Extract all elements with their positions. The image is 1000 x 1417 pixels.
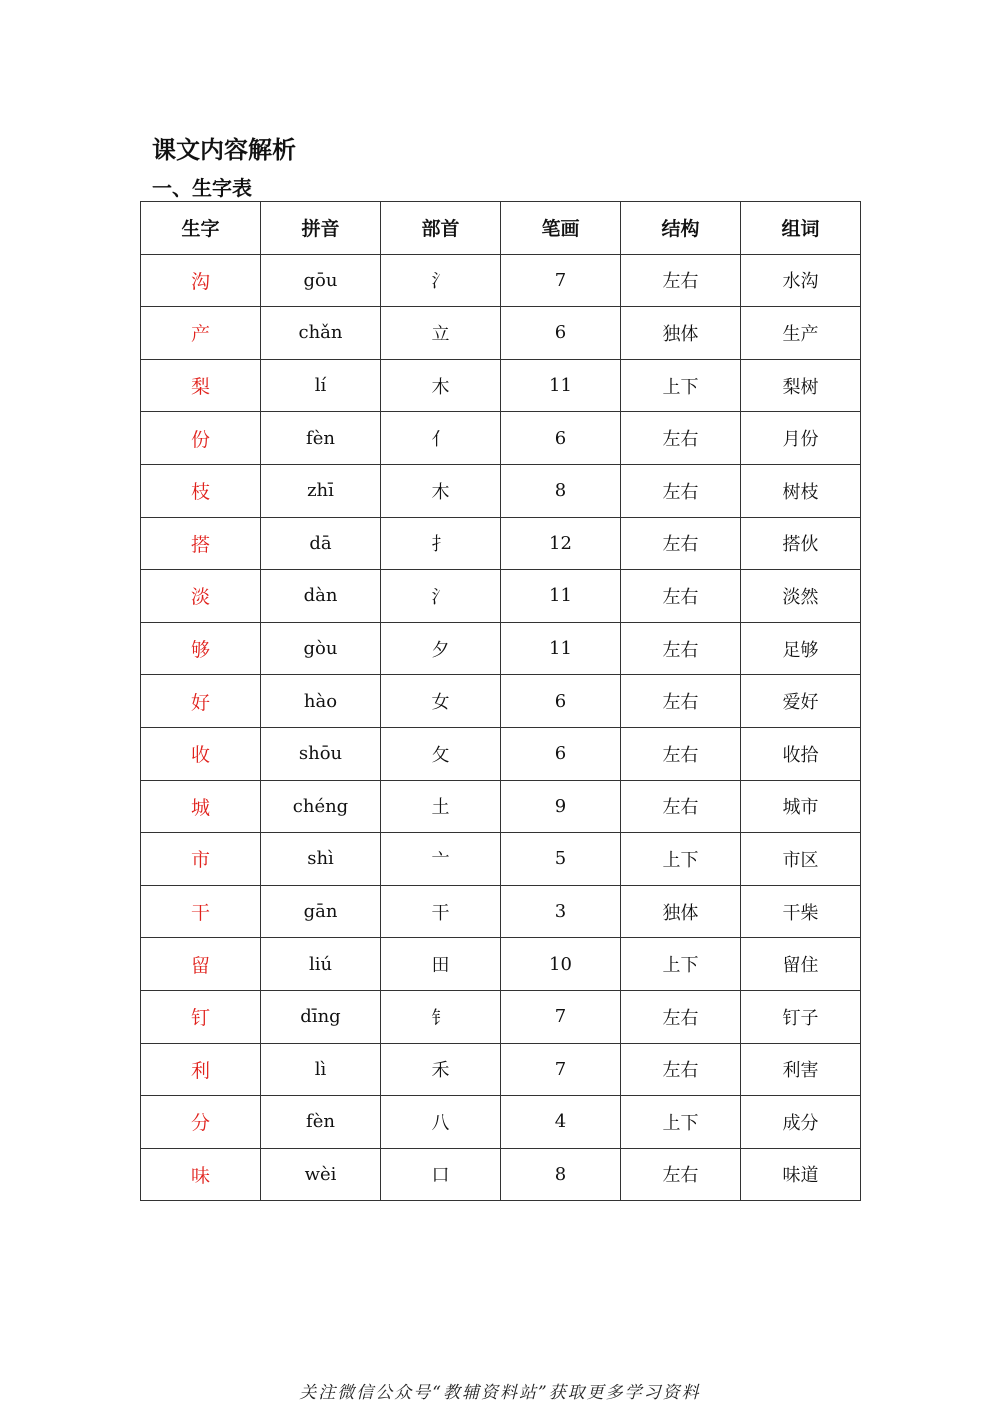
cell-character: 淡 xyxy=(141,570,261,623)
cell-structure: 左右 xyxy=(621,780,741,833)
cell-word: 搭伙 xyxy=(741,517,861,570)
cell-pinyin: zhī xyxy=(261,464,381,517)
cell-character: 利 xyxy=(141,1043,261,1096)
cell-pinyin: shì xyxy=(261,833,381,886)
cell-structure: 左右 xyxy=(621,622,741,675)
table-row xyxy=(141,464,861,517)
cell-pinyin: chéng xyxy=(261,780,381,833)
table-row xyxy=(141,675,861,728)
cell-strokes: 3 xyxy=(501,885,621,938)
cell-radical: 亠 xyxy=(381,833,501,886)
cell-pinyin: gān xyxy=(261,885,381,938)
cell-pinyin: lí xyxy=(261,359,381,412)
cell-strokes: 11 xyxy=(501,570,621,623)
cell-pinyin: liú xyxy=(261,938,381,991)
cell-pinyin: chǎn xyxy=(261,307,381,360)
table-row xyxy=(141,780,861,833)
page-title: 课文内容解析 xyxy=(152,136,296,164)
cell-structure: 左右 xyxy=(621,1043,741,1096)
cell-pinyin: fèn xyxy=(261,412,381,465)
cell-strokes: 6 xyxy=(501,412,621,465)
cell-radical: 木 xyxy=(381,359,501,412)
cell-word: 树枝 xyxy=(741,464,861,517)
table-row xyxy=(141,412,861,465)
cell-pinyin: dā xyxy=(261,517,381,570)
cell-character: 产 xyxy=(141,307,261,360)
cell-character: 城 xyxy=(141,780,261,833)
cell-strokes: 4 xyxy=(501,1096,621,1149)
cell-radical: 土 xyxy=(381,780,501,833)
cell-strokes: 7 xyxy=(501,1043,621,1096)
cell-word: 水沟 xyxy=(741,254,861,307)
cell-word: 生产 xyxy=(741,307,861,360)
cell-pinyin: gòu xyxy=(261,622,381,675)
character-table xyxy=(140,201,861,1201)
table-row xyxy=(141,570,861,623)
cell-pinyin: wèi xyxy=(261,1148,381,1201)
cell-word: 月份 xyxy=(741,412,861,465)
cell-radical: 扌 xyxy=(381,517,501,570)
table-row xyxy=(141,517,861,570)
cell-character: 份 xyxy=(141,412,261,465)
cell-radical: 女 xyxy=(381,675,501,728)
cell-character: 梨 xyxy=(141,359,261,412)
cell-structure: 左右 xyxy=(621,727,741,780)
cell-pinyin: shōu xyxy=(261,727,381,780)
cell-radical: 夕 xyxy=(381,622,501,675)
table-row xyxy=(141,833,861,886)
cell-character: 钉 xyxy=(141,990,261,1043)
table-row xyxy=(141,307,861,360)
cell-word: 淡然 xyxy=(741,570,861,623)
cell-strokes: 12 xyxy=(501,517,621,570)
table-row xyxy=(141,885,861,938)
cell-radical: 氵 xyxy=(381,254,501,307)
cell-radical: 八 xyxy=(381,1096,501,1149)
cell-structure: 独体 xyxy=(621,307,741,360)
cell-word: 城市 xyxy=(741,780,861,833)
cell-character: 干 xyxy=(141,885,261,938)
cell-word: 爱好 xyxy=(741,675,861,728)
cell-structure: 左右 xyxy=(621,412,741,465)
cell-word: 留住 xyxy=(741,938,861,991)
footer-note: 关注微信公众号“教辅资料站”获取更多学习资料 xyxy=(299,1383,701,1403)
cell-strokes: 6 xyxy=(501,307,621,360)
cell-character: 沟 xyxy=(141,254,261,307)
cell-structure: 上下 xyxy=(621,938,741,991)
cell-structure: 左右 xyxy=(621,1148,741,1201)
header-character: 生字 xyxy=(141,202,261,255)
cell-word: 梨树 xyxy=(741,359,861,412)
cell-character: 味 xyxy=(141,1148,261,1201)
cell-radical: 攵 xyxy=(381,727,501,780)
cell-radical: 亻 xyxy=(381,412,501,465)
cell-strokes: 6 xyxy=(501,675,621,728)
cell-strokes: 10 xyxy=(501,938,621,991)
table-row xyxy=(141,254,861,307)
table-row xyxy=(141,1043,861,1096)
cell-word: 成分 xyxy=(741,1096,861,1149)
table-row xyxy=(141,938,861,991)
cell-structure: 左右 xyxy=(621,675,741,728)
cell-strokes: 5 xyxy=(501,833,621,886)
table-row xyxy=(141,622,861,675)
cell-strokes: 9 xyxy=(501,780,621,833)
cell-pinyin: lì xyxy=(261,1043,381,1096)
header-structure: 结构 xyxy=(621,202,741,255)
table-body xyxy=(141,254,861,1201)
cell-structure: 上下 xyxy=(621,1096,741,1149)
cell-character: 留 xyxy=(141,938,261,991)
cell-structure: 左右 xyxy=(621,570,741,623)
cell-word: 利害 xyxy=(741,1043,861,1096)
table-row xyxy=(141,990,861,1043)
cell-word: 钉子 xyxy=(741,990,861,1043)
cell-pinyin: fèn xyxy=(261,1096,381,1149)
cell-strokes: 11 xyxy=(501,359,621,412)
cell-radical: 口 xyxy=(381,1148,501,1201)
cell-character: 搭 xyxy=(141,517,261,570)
cell-character: 收 xyxy=(141,727,261,780)
cell-word: 足够 xyxy=(741,622,861,675)
cell-structure: 独体 xyxy=(621,885,741,938)
cell-strokes: 6 xyxy=(501,727,621,780)
header-strokes: 笔画 xyxy=(501,202,621,255)
cell-radical: 氵 xyxy=(381,570,501,623)
cell-character: 枝 xyxy=(141,464,261,517)
table-row xyxy=(141,359,861,412)
cell-pinyin: gōu xyxy=(261,254,381,307)
cell-strokes: 7 xyxy=(501,990,621,1043)
cell-structure: 左右 xyxy=(621,254,741,307)
table-row xyxy=(141,1096,861,1149)
cell-radical: 田 xyxy=(381,938,501,991)
cell-character: 够 xyxy=(141,622,261,675)
cell-pinyin: dīng xyxy=(261,990,381,1043)
cell-radical: 干 xyxy=(381,885,501,938)
table-row xyxy=(141,1148,861,1201)
cell-character: 好 xyxy=(141,675,261,728)
cell-strokes: 11 xyxy=(501,622,621,675)
cell-strokes: 7 xyxy=(501,254,621,307)
cell-word: 收拾 xyxy=(741,727,861,780)
cell-structure: 上下 xyxy=(621,833,741,886)
cell-structure: 左右 xyxy=(621,990,741,1043)
cell-word: 味道 xyxy=(741,1148,861,1201)
cell-structure: 左右 xyxy=(621,464,741,517)
header-radical: 部首 xyxy=(381,202,501,255)
cell-radical: 木 xyxy=(381,464,501,517)
cell-radical: 立 xyxy=(381,307,501,360)
table-row xyxy=(141,727,861,780)
cell-pinyin: hào xyxy=(261,675,381,728)
cell-word: 市区 xyxy=(741,833,861,886)
cell-word: 干柴 xyxy=(741,885,861,938)
cell-strokes: 8 xyxy=(501,464,621,517)
cell-strokes: 8 xyxy=(501,1148,621,1201)
cell-character: 市 xyxy=(141,833,261,886)
cell-radical: 禾 xyxy=(381,1043,501,1096)
cell-structure: 左右 xyxy=(621,517,741,570)
cell-character: 分 xyxy=(141,1096,261,1149)
header-word: 组词 xyxy=(741,202,861,255)
cell-structure: 上下 xyxy=(621,359,741,412)
header-pinyin: 拼音 xyxy=(261,202,381,255)
cell-radical: 钅 xyxy=(381,990,501,1043)
cell-pinyin: dàn xyxy=(261,570,381,623)
table-header-row xyxy=(141,202,861,255)
section-heading: 一、生字表 xyxy=(152,176,252,200)
